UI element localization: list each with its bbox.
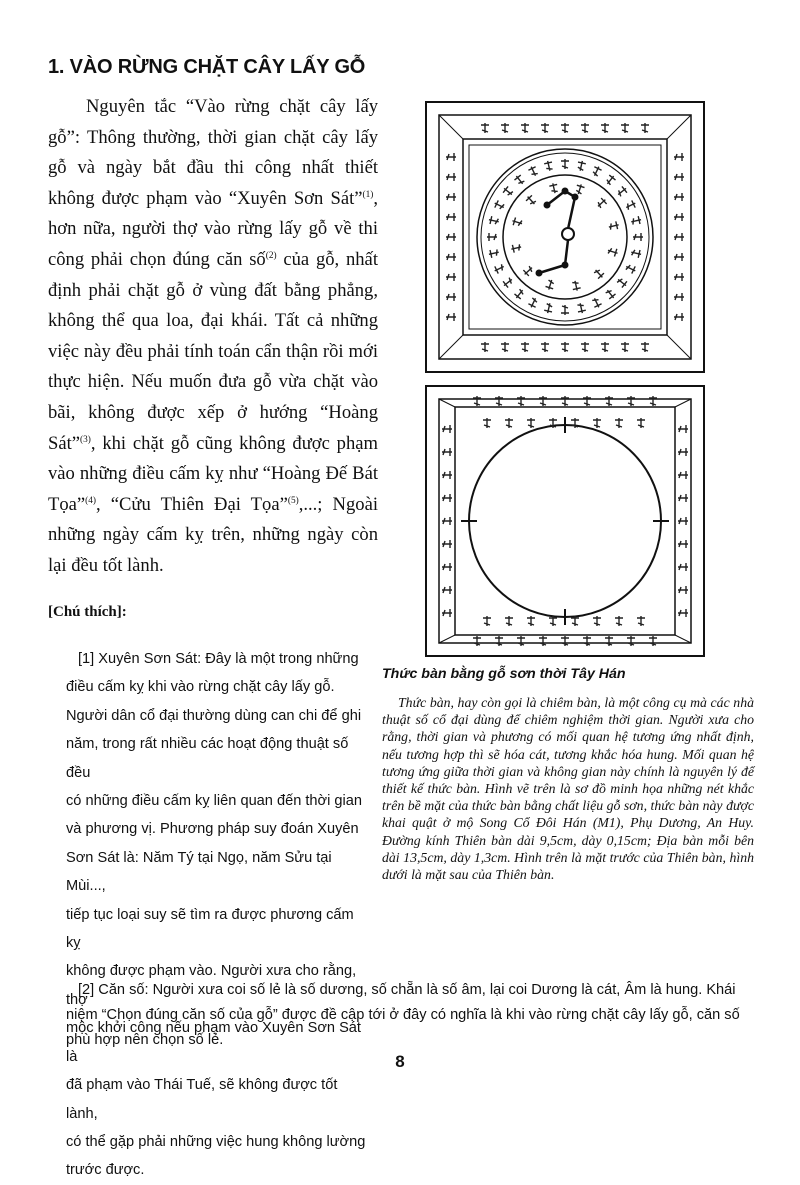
engraved-mark bbox=[544, 302, 554, 314]
engraved-mark bbox=[583, 396, 591, 406]
engraved-mark bbox=[674, 213, 684, 221]
footnote-marker: (3) bbox=[80, 434, 91, 445]
engraved-mark bbox=[571, 280, 581, 292]
footnote-1-line: và phương vị. Phương pháp suy đoán Xuyên bbox=[66, 821, 359, 838]
engraved-mark bbox=[678, 563, 688, 571]
engraved-mark bbox=[501, 342, 509, 352]
engraved-mark bbox=[473, 396, 481, 406]
engraved-mark bbox=[446, 253, 456, 261]
engraved-mark bbox=[674, 233, 684, 241]
engraved-mark bbox=[571, 418, 579, 428]
notes-heading: [Chú thích]: bbox=[48, 604, 127, 620]
engraved-mark bbox=[604, 174, 616, 187]
engraved-mark bbox=[446, 293, 456, 301]
engraved-mark bbox=[581, 123, 589, 133]
engraved-mark bbox=[576, 302, 586, 314]
engraved-mark bbox=[641, 123, 649, 133]
engraved-mark bbox=[627, 636, 635, 646]
engraved-mark bbox=[541, 123, 549, 133]
engraved-mark bbox=[633, 233, 643, 241]
engraved-mark bbox=[442, 563, 452, 571]
paragraph-text: , “Cửu Thiên Đại Tọa” bbox=[96, 493, 288, 515]
engraved-mark bbox=[442, 517, 452, 525]
engraved-mark bbox=[442, 425, 452, 433]
engraved-mark bbox=[545, 279, 556, 291]
engraved-mark bbox=[674, 253, 684, 261]
engraved-mark bbox=[446, 273, 456, 281]
footnote-1-line: Sơn Sát là: Năm Tý tại Ngọ, năm Sửu tại Mùi..., bbox=[66, 849, 332, 895]
engraved-mark bbox=[493, 263, 505, 275]
footnote-marker: (4) bbox=[85, 495, 97, 506]
engraved-mark bbox=[678, 448, 688, 456]
engraved-mark bbox=[446, 173, 456, 181]
engraved-mark bbox=[674, 153, 684, 161]
engraved-mark bbox=[541, 342, 549, 352]
engraved-mark bbox=[678, 517, 688, 525]
engraved-mark bbox=[473, 636, 481, 646]
engraved-mark bbox=[481, 342, 489, 352]
engraved-mark bbox=[608, 221, 620, 231]
engraved-mark bbox=[442, 471, 452, 479]
engraved-mark bbox=[604, 288, 616, 301]
engraved-mark bbox=[591, 297, 603, 309]
engraved-mark bbox=[502, 276, 515, 288]
engraved-mark bbox=[502, 185, 515, 197]
paragraph-text: ,...; Ngoài những ngày cấm kỵ trên, những ngày còn lại đều tốt lành. bbox=[48, 493, 378, 576]
engraved-mark bbox=[442, 494, 452, 502]
engraved-mark bbox=[627, 396, 635, 406]
engraved-mark bbox=[487, 233, 497, 241]
engraved-mark bbox=[576, 160, 586, 172]
engraved-mark bbox=[601, 123, 609, 133]
footnote-1-line: có những điều cấm kỵ liên quan đến thời gian bbox=[66, 793, 363, 810]
figure-caption-title: Thức bàn bằng gỗ sơn thời Tây Hán bbox=[382, 666, 626, 682]
engraved-mark bbox=[521, 342, 529, 352]
engraved-mark bbox=[501, 123, 509, 133]
engraved-mark bbox=[527, 418, 535, 428]
engraved-mark bbox=[513, 174, 525, 187]
page-number: 8 bbox=[395, 1052, 405, 1071]
engraved-mark bbox=[442, 448, 452, 456]
engraved-mark bbox=[630, 248, 642, 258]
engraved-mark bbox=[637, 616, 645, 626]
engraved-mark bbox=[678, 471, 688, 479]
figure-caption-description: Thức bàn, hay còn gọi là chiêm bàn, là một công cụ mà các nhà thuật số cổ đại dùng để chiêm nghiệm thời gian. Người xưa cho rằng, thời gian và phương có mối quan hệ tương ứng nhất định, nếu tương hợp thì sẽ hóa cát, tương khắc hóa hung. Mối quan hệ tương ứng giữa thời gian và không gian này chính là nguyên lý để thiết kế thức bàn. Hình vẽ trên là sơ đồ minh họa những nét khắc trên bề mặt của thức bàn bằng chất liệu gỗ sơn, thức bàn này được khai quật ở mộ Song Cổ Đôi Hán (M1), Phụ Dương, An Huy. Đường kính Thiên bàn dài 9,5cm, dày 0,15cm; Địa bàn mỗi bên dài 13,5cm, dày 1,3cm. Hình trên là mặt trước của Thiên bàn, hình dưới là mặt sau của Thiên bàn. bbox=[382, 695, 754, 883]
engraved-mark bbox=[581, 342, 589, 352]
engraved-mark bbox=[488, 216, 500, 226]
engraved-mark bbox=[678, 609, 688, 617]
footnote-1 bbox=[66, 645, 368, 1185]
engraved-mark bbox=[678, 425, 688, 433]
engraved-mark bbox=[528, 297, 540, 309]
main-paragraph bbox=[48, 92, 378, 582]
engraved-mark bbox=[517, 636, 525, 646]
engraved-mark bbox=[625, 263, 637, 275]
engraved-mark bbox=[495, 636, 503, 646]
engraved-mark bbox=[527, 616, 535, 626]
engraved-mark bbox=[593, 418, 601, 428]
engraved-mark bbox=[625, 200, 637, 212]
engraved-mark bbox=[481, 123, 489, 133]
footnote-1-line: tiếp tục loại suy sẽ tìm ra được phương cấm kỵ bbox=[66, 906, 354, 952]
engraved-mark bbox=[549, 616, 557, 626]
paragraph-text: , hơn nữa, người thợ vào rừng lấy gỗ về thi công phải chọn đúng căn số bbox=[48, 187, 378, 270]
engraved-mark bbox=[593, 267, 606, 280]
engraved-mark bbox=[630, 216, 642, 226]
engraved-mark bbox=[522, 265, 535, 278]
engraved-mark bbox=[483, 418, 491, 428]
engraved-mark bbox=[442, 609, 452, 617]
engraved-mark bbox=[674, 293, 684, 301]
paragraph-text: Nguyên tắc “Vào rừng chặt cây lấy gỗ”: Thông thường, thời gian chặt cây lấy gỗ và ngày bắt đầu thi công nhất thiết không được phạm vào “Xuyên Sơn Sát” bbox=[48, 96, 378, 209]
engraved-mark bbox=[510, 243, 522, 253]
footnote-1-line: năm, trong rất nhiều các hoạt động thuật số đều bbox=[66, 736, 349, 781]
engraved-mark bbox=[561, 636, 569, 646]
engraved-mark bbox=[615, 616, 623, 626]
engraved-mark bbox=[674, 313, 684, 321]
engraved-mark bbox=[442, 540, 452, 548]
engraved-mark bbox=[446, 213, 456, 221]
footnote-1-line: không được phạm vào. Người xưa cho rằng, thợ bbox=[66, 963, 357, 1008]
engraved-mark bbox=[574, 183, 585, 195]
engraved-mark bbox=[637, 418, 645, 428]
engraved-mark bbox=[649, 636, 657, 646]
engraved-mark bbox=[674, 193, 684, 201]
engraved-mark bbox=[571, 616, 579, 626]
engraved-mark bbox=[446, 233, 456, 241]
engraved-mark bbox=[621, 342, 629, 352]
engraved-mark bbox=[605, 636, 613, 646]
engraved-mark bbox=[615, 418, 623, 428]
engraved-mark bbox=[601, 342, 609, 352]
engraved-mark bbox=[678, 494, 688, 502]
paragraph-text: , khi chặt gỗ cũng không được phạm vào những điều cấm kỵ như “Hoàng Đế Bát Tọa” bbox=[48, 432, 378, 515]
engraved-mark bbox=[446, 313, 456, 321]
divination-board-front-diagram bbox=[425, 101, 705, 373]
engraved-mark bbox=[561, 123, 569, 133]
engraved-mark bbox=[561, 396, 569, 406]
engraved-mark bbox=[591, 165, 603, 177]
engraved-mark bbox=[495, 396, 503, 406]
divination-board-back-diagram bbox=[425, 385, 705, 657]
engraved-mark bbox=[525, 194, 538, 207]
footnote-1-line: có thể gặp phải những việc hung không lường bbox=[66, 1133, 366, 1150]
footnote-marker: (1) bbox=[362, 189, 374, 200]
footnote-2: [2] Căn số: Người xưa coi số lẻ là số dương, số chẵn là số âm, lại coi Dương là cát, Âm là hung. Khái niệm “Chọn đúng căn số của gỗ” được đề cập tới ở đây có nghĩa là khi vào rừng chặt cây lấy gỗ, căn số phù hợp nên chọn số lẻ. bbox=[66, 982, 740, 1048]
engraved-mark bbox=[549, 182, 559, 194]
engraved-mark bbox=[678, 540, 688, 548]
engraved-mark bbox=[607, 246, 619, 257]
engraved-mark bbox=[513, 288, 525, 301]
engraved-mark bbox=[483, 616, 491, 626]
engraved-mark bbox=[544, 160, 554, 172]
engraved-mark bbox=[539, 636, 547, 646]
engraved-mark bbox=[442, 586, 452, 594]
engraved-mark bbox=[674, 173, 684, 181]
engraved-mark bbox=[539, 396, 547, 406]
engraved-mark bbox=[678, 586, 688, 594]
engraved-mark bbox=[528, 165, 540, 177]
engraved-mark bbox=[593, 616, 601, 626]
engraved-mark bbox=[493, 200, 505, 212]
footnote-1-line: đã phạm vào Thái Tuế, sẽ không được tốt lành, bbox=[66, 1077, 338, 1122]
engraved-mark bbox=[674, 273, 684, 281]
engraved-mark bbox=[511, 217, 523, 228]
engraved-mark bbox=[521, 123, 529, 133]
engraved-mark bbox=[561, 342, 569, 352]
engraved-mark bbox=[616, 185, 629, 197]
footnote-1-line: mộc khởi công nếu phạm vào Xuyên Sơn Sát là bbox=[66, 1020, 361, 1065]
engraved-mark bbox=[621, 123, 629, 133]
engraved-mark bbox=[561, 159, 569, 169]
footnote-marker: (5) bbox=[287, 495, 299, 506]
engraved-mark bbox=[488, 248, 500, 258]
paragraph-text: của gỗ, nhất định phải chặt gỗ ở vùng đất bằng phẳng, không thể qua loa, đại khái. Tất cả những việc này đều phải tính toán cẩn thận rồi mới thực hiện. Nếu muốn đưa gỗ vừa chặt vào bãi, không được xếp ở hướng “Hoàng Sát” bbox=[48, 248, 378, 454]
engraved-mark bbox=[649, 396, 657, 406]
engraved-mark bbox=[517, 396, 525, 406]
engraved-mark bbox=[561, 305, 569, 315]
footnote-1-lead: [1] Xuyên Sơn Sát: Đây là một trong những bbox=[78, 651, 359, 667]
engraved-mark bbox=[505, 616, 513, 626]
engraved-mark bbox=[583, 636, 591, 646]
footnote-1-line: Người dân cổ đại thường dùng can chi để ghi bbox=[66, 707, 362, 724]
footnote-1-line: trước được. bbox=[66, 1162, 145, 1179]
engraved-mark bbox=[595, 197, 608, 210]
engraved-mark bbox=[605, 396, 613, 406]
engraved-mark bbox=[616, 276, 629, 288]
footnote-1-line: điều cấm kỵ khi vào rừng chặt cây lấy gỗ. bbox=[66, 679, 335, 696]
section-heading: 1. VÀO RỪNG CHẶT CÂY LẤY GỖ bbox=[48, 56, 366, 78]
engraved-mark bbox=[446, 153, 456, 161]
engraved-mark bbox=[505, 418, 513, 428]
engraved-mark bbox=[446, 193, 456, 201]
engraved-mark bbox=[641, 342, 649, 352]
footnote-marker: (2) bbox=[265, 250, 277, 261]
